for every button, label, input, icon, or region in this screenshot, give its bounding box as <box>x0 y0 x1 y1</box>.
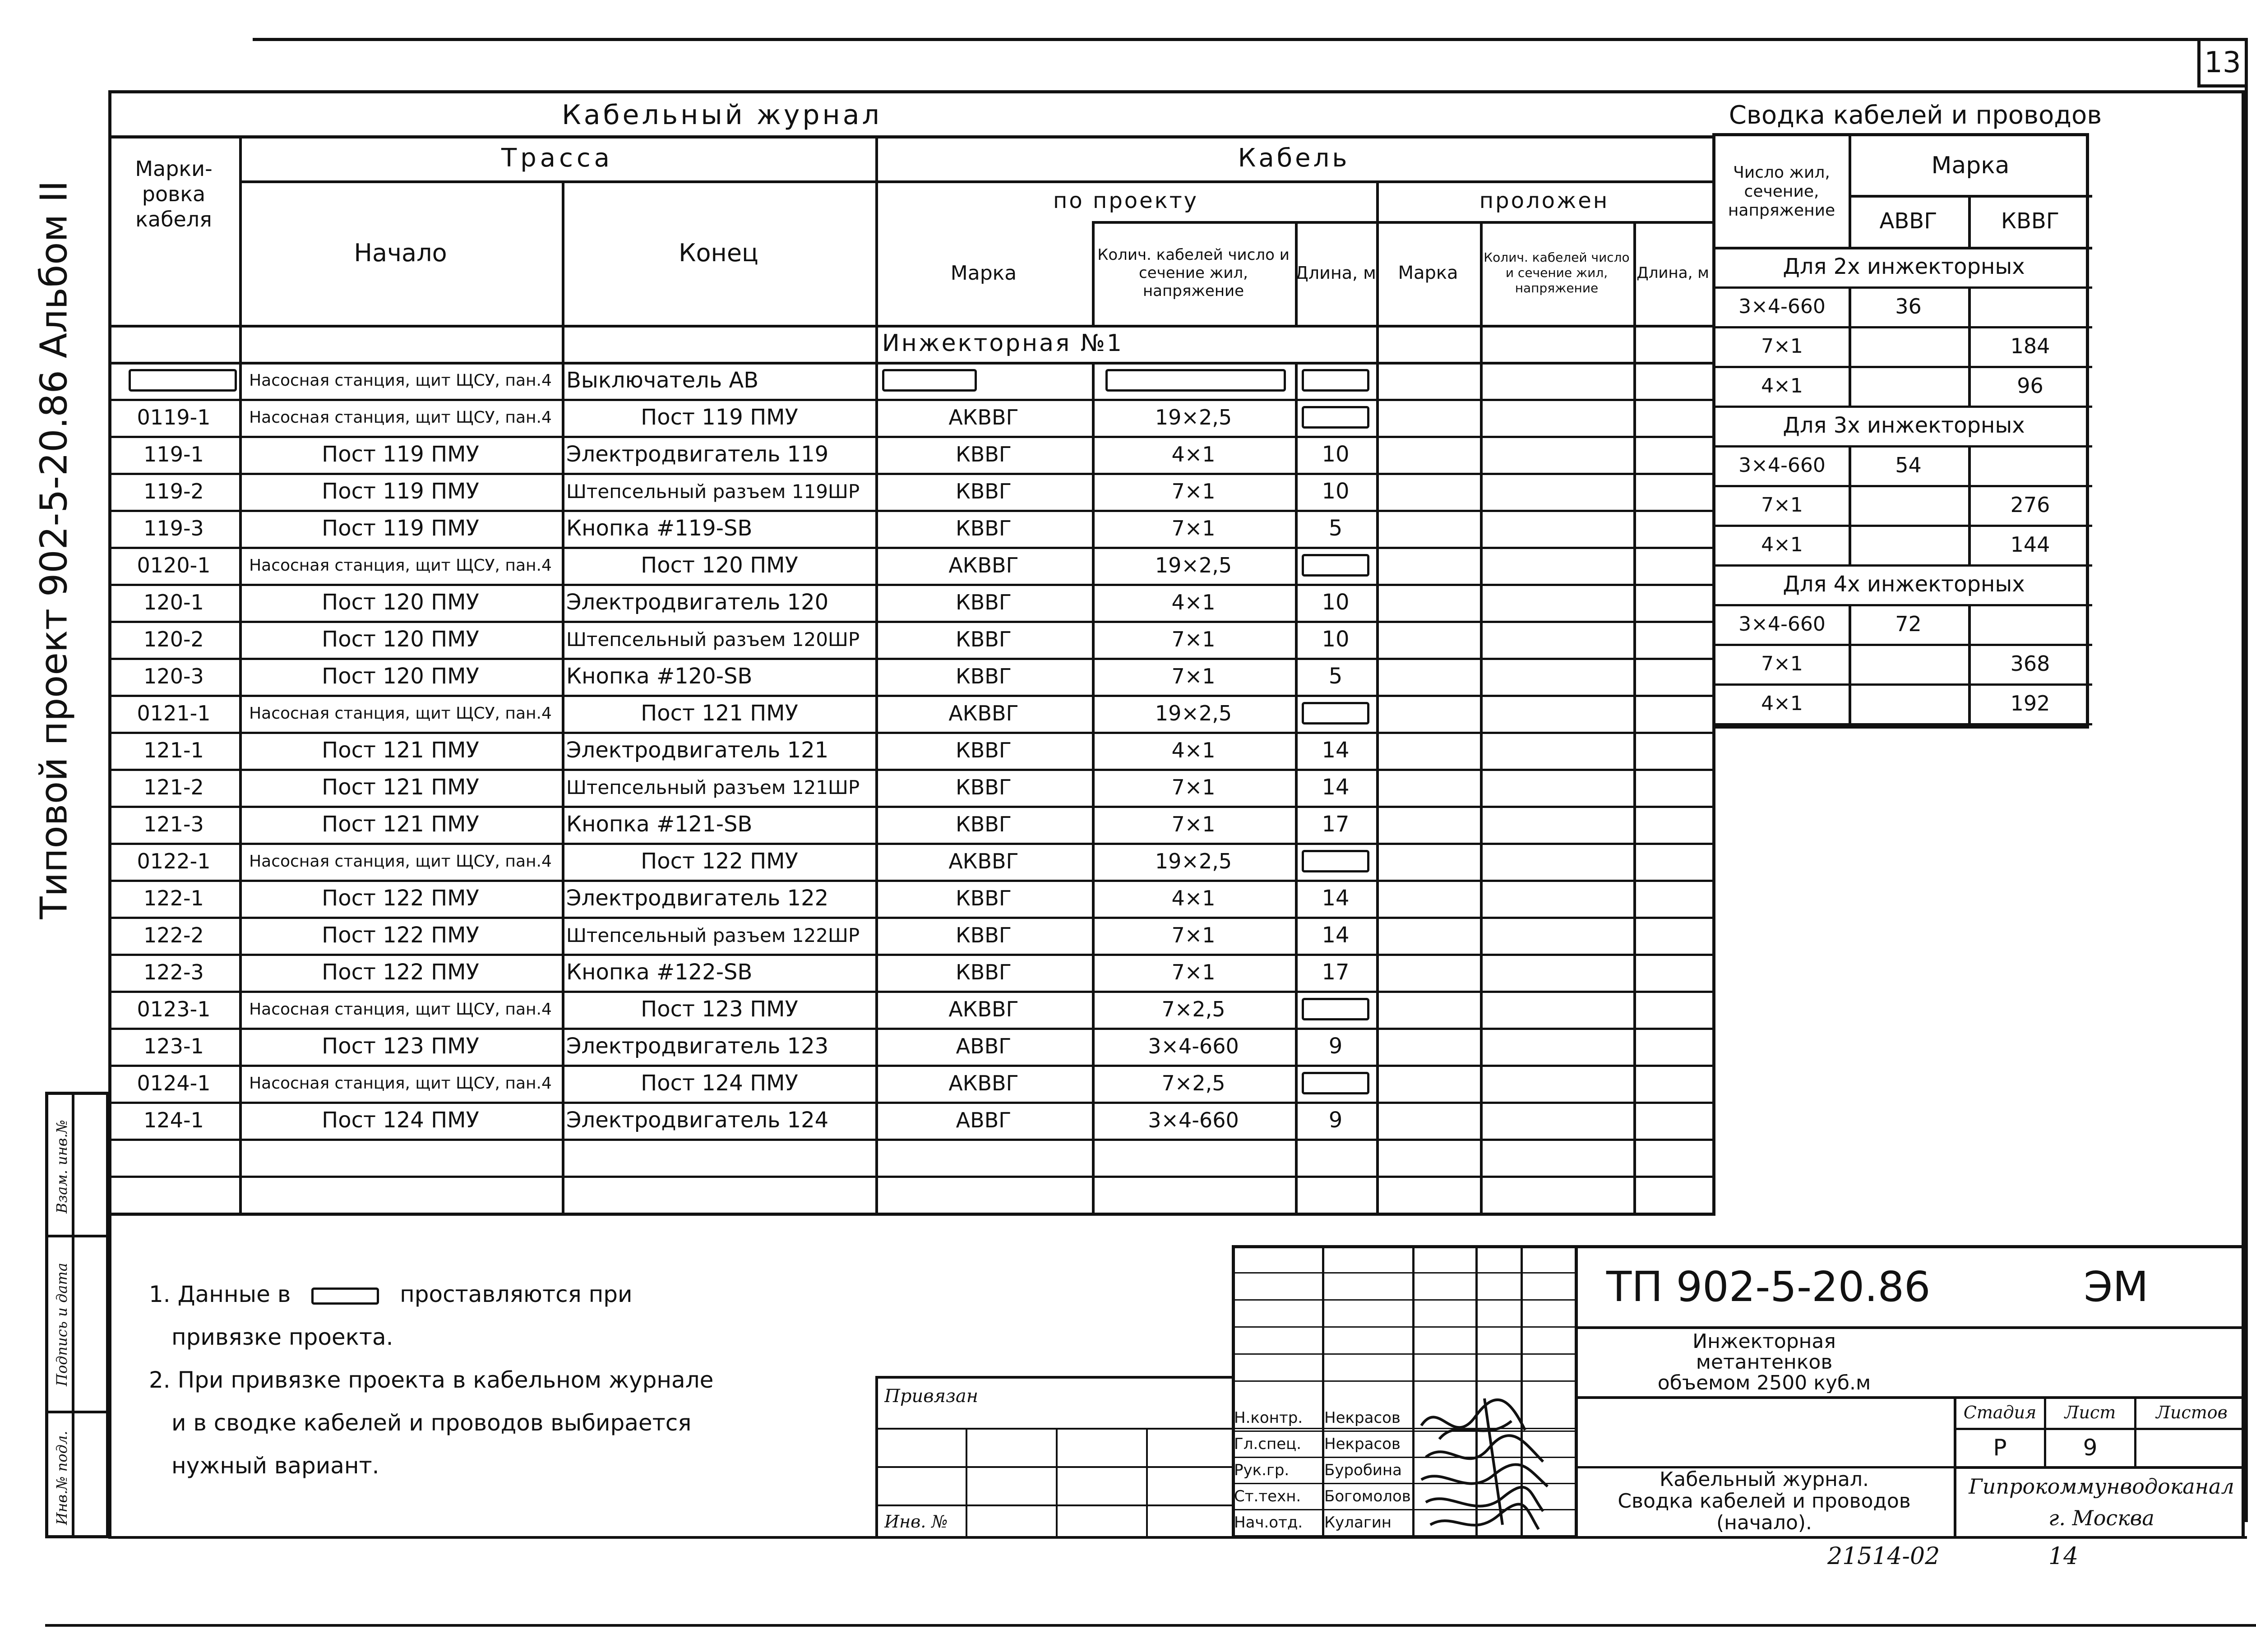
bound-left <box>875 1376 878 1538</box>
cell-length: 14 <box>1322 775 1350 800</box>
placeholder-box <box>311 1287 379 1305</box>
signature-scribble <box>1421 1400 1525 1439</box>
cell-mark: 119-3 <box>143 516 204 540</box>
header-marking: Марки-ровка кабеля <box>135 157 213 231</box>
summary-kvvg <box>1968 445 2092 485</box>
bound-row-1 <box>875 1428 1232 1430</box>
side-label-replace: Взам. инв.№ <box>53 1120 70 1214</box>
sheet-title-line: (начало). <box>1716 1512 1812 1533</box>
footer-code: 21514-02 <box>1827 1543 1940 1570</box>
cell-qty: 7×1 <box>1171 960 1216 984</box>
cell-end <box>566 1176 873 1213</box>
role-name: Некрасов <box>1324 1409 1401 1427</box>
bound-label: Привязан <box>884 1386 979 1407</box>
cell-start: Насосная станция, щит ЩСУ, пан.4 <box>249 408 552 427</box>
side-stamp <box>45 1092 109 1538</box>
cell-start: Насосная станция, щит ЩСУ, пан.4 <box>249 371 552 390</box>
header-by-project: по проекту <box>1053 188 1199 213</box>
cell-brand: АКВВГ <box>948 997 1019 1021</box>
cell-brand <box>875 1139 1092 1176</box>
side-label-inventory: Инв.№ подл. <box>53 1431 70 1525</box>
bound-row-3 <box>875 1504 1232 1506</box>
cell-qty: 4×1 <box>1171 886 1216 910</box>
cell-length <box>1295 843 1376 880</box>
summary-kvvg <box>1968 286 2092 326</box>
side-title <box>18 180 86 925</box>
summary-spec: 7×1 <box>1761 334 1803 358</box>
cell-qty <box>1092 362 1295 399</box>
role-name: Буробина <box>1324 1461 1402 1479</box>
cell-qty: 4×1 <box>1171 442 1216 466</box>
bound-col <box>966 1428 967 1538</box>
cell-mark: 0123-1 <box>137 997 211 1021</box>
cell-qty: 7×1 <box>1171 479 1216 503</box>
cell-end: Штепсельный разъем 121ШР <box>566 776 860 798</box>
cell-length: 14 <box>1322 738 1350 763</box>
stamp-grid-row <box>1232 1380 1575 1382</box>
cell-end: Штепсельный разъем 120ШР <box>566 628 860 651</box>
cell-brand <box>875 1176 1092 1213</box>
summary-title: Сводка кабелей и проводов <box>1729 100 2102 130</box>
summary-col-head: Число жил, сечение, напряжение <box>1728 163 1835 220</box>
stamp-grid-row <box>1232 1272 1575 1274</box>
cell-brand: КВВГ <box>956 812 1012 836</box>
stamp-top-line <box>1232 1245 2247 1248</box>
cell-mark: 120-3 <box>143 664 204 688</box>
signature-scribble <box>1430 1398 1539 1529</box>
summary-avvg <box>1849 525 1968 564</box>
role-name: Богомолов <box>1324 1487 1411 1505</box>
cell-qty: 7×1 <box>1171 812 1216 836</box>
cell-end: Пост 123 ПМУ <box>641 997 798 1022</box>
role-name: Некрасов <box>1324 1435 1401 1453</box>
cell-start: Пост 121 ПМУ <box>322 812 479 837</box>
cell-mark: 121-2 <box>143 775 204 799</box>
summary-spec: 4×1 <box>1761 374 1803 397</box>
cell-start: Насосная станция, щит ЩСУ, пан.4 <box>249 1000 552 1019</box>
cell-end: Электродвигатель 124 <box>566 1107 829 1133</box>
col-line-8 <box>1633 221 1636 1213</box>
sheet-title-line: Сводка кабелей и проводов <box>1618 1490 1911 1512</box>
summary-kvvg <box>1968 604 2092 644</box>
cell-length: 9 <box>1328 1107 1343 1133</box>
object-name-line: объемом 2500 куб.м <box>1657 1372 1871 1393</box>
cell-qty: 4×1 <box>1171 738 1216 762</box>
stamp-grid-row <box>1232 1353 1575 1355</box>
note-1b: проставляются при <box>400 1281 633 1307</box>
stamp-code-bottom <box>1575 1326 2247 1329</box>
cell-start: Насосная станция, щит ЩСУ, пан.4 <box>249 704 552 723</box>
header-end: Конец <box>679 238 758 267</box>
role-label: Нач.отд. <box>1234 1514 1303 1532</box>
cable-journal-table <box>108 135 1709 1209</box>
cell-start: Пост 120 ПМУ <box>322 664 479 689</box>
cell-start <box>243 1176 558 1213</box>
cell-length <box>1295 695 1376 732</box>
cell-end: Штепсельный разъем 119ШР <box>566 480 860 503</box>
cell-start: Пост 120 ПМУ <box>322 627 479 652</box>
cell-start: Пост 121 ПМУ <box>322 738 479 763</box>
object-name-line: метантенков <box>1696 1352 1833 1372</box>
cell-brand: АКВВГ <box>948 849 1019 873</box>
summary-spec: 4×1 <box>1761 533 1803 556</box>
summary-group-label: Для 2х инжекторных <box>1783 254 2025 279</box>
cell-length: 14 <box>1322 923 1350 948</box>
note-2a: 2. При привязке проекта в кабельном журнале <box>149 1367 714 1393</box>
stamp-stage-bottom <box>1954 1466 2247 1469</box>
cell-start: Пост 119 ПМУ <box>322 442 479 467</box>
cell-qty <box>1092 1176 1295 1213</box>
role-label: Рук.гр. <box>1234 1461 1290 1479</box>
stamp-code-div <box>1575 1245 1578 1538</box>
sheet-value: 9 <box>2083 1435 2098 1461</box>
header-laid: проложен <box>1479 188 1609 213</box>
cell-start: Насосная станция, щит ЩСУ, пан.4 <box>249 852 552 871</box>
cell-brand: КВВГ <box>956 923 1012 947</box>
journal-title: Кабельный журнал <box>562 99 882 131</box>
cell-qty: 7×1 <box>1171 516 1216 540</box>
header-length-2: Длина, м <box>1637 264 1709 282</box>
col-line-7 <box>1480 221 1483 1213</box>
sheets-header: Листов <box>2156 1403 2228 1422</box>
summary-avvg <box>1849 485 1968 525</box>
cell-mark: 0124-1 <box>137 1071 211 1095</box>
cell-mark: 122-1 <box>143 886 204 910</box>
cell-brand: КВВГ <box>956 627 1012 651</box>
cell-mark: 0121-1 <box>137 701 211 725</box>
cell-start: Пост 124 ПМУ <box>322 1107 479 1133</box>
summary-kvvg: 96 <box>2017 374 2043 398</box>
header-qty-2: Колич. кабелей число и сечение жил, напряжение <box>1484 250 1630 295</box>
cell-mark: 0122-1 <box>137 849 211 873</box>
cell-length: 9 <box>1328 1034 1343 1059</box>
cell-end: Электродвигатель 123 <box>566 1034 829 1059</box>
summary-avvg <box>1849 366 1968 406</box>
cell-qty: 7×1 <box>1171 664 1216 688</box>
notes <box>149 1281 826 1489</box>
cell-brand <box>875 362 1092 399</box>
signature-scribble <box>1426 1435 1543 1462</box>
sheet-number-box <box>2197 38 2248 88</box>
note-1a: 1. Данные в <box>149 1281 291 1307</box>
summary-kvvg: 184 <box>2010 334 2050 358</box>
cell-brand: КВВГ <box>956 775 1012 799</box>
cell-brand: КВВГ <box>956 960 1012 984</box>
cell-end: Кнопка #122-SB <box>566 960 753 985</box>
summary-brand-head: Марка <box>1931 152 2010 179</box>
header-qty: Колич. кабелей число и сечение жил, напряжение <box>1097 246 1290 300</box>
cell-brand: КВВГ <box>956 664 1012 688</box>
cell-mark <box>108 362 239 399</box>
role-line <box>1232 1535 1575 1537</box>
cell-length <box>1295 547 1376 584</box>
cell-length <box>1295 1139 1376 1176</box>
role-label: Ст.техн. <box>1234 1487 1301 1505</box>
cell-brand: КВВГ <box>956 590 1012 614</box>
cell-qty <box>1092 1139 1295 1176</box>
cell-end: Выключатель АВ <box>566 368 759 393</box>
cell-mark: 0119-1 <box>137 405 211 429</box>
org-line-2: г. Москва <box>2048 1506 2154 1530</box>
cell-brand: КВВГ <box>956 886 1012 910</box>
cell-end: Электродвигатель 121 <box>566 738 829 763</box>
header-start: Начало <box>354 238 447 267</box>
cell-qty: 7×1 <box>1171 627 1216 651</box>
cell-start: Насосная станция, щит ЩСУ, пан.4 <box>249 556 552 575</box>
cell-mark: 120-1 <box>143 590 204 614</box>
cell-qty: 7×2,5 <box>1161 997 1225 1021</box>
cell-mark <box>108 1139 239 1176</box>
cell-length: 10 <box>1322 627 1350 652</box>
summary-avvg <box>1849 644 1968 683</box>
header-brand: Марка <box>950 261 1017 285</box>
sheets-value <box>2136 1430 2247 1465</box>
cell-mark: 122-3 <box>143 960 204 984</box>
cell-end: Пост 121 ПМУ <box>641 701 798 726</box>
cell-length: 10 <box>1322 442 1350 467</box>
cell-qty: 3×4-660 <box>1148 1034 1239 1058</box>
summary-spec: 3×4-660 <box>1738 453 1826 477</box>
cell-brand: КВВГ <box>956 442 1012 466</box>
stage-header: Стадия <box>1963 1403 2037 1422</box>
role-name: Кулагин <box>1324 1514 1392 1532</box>
cell-brand: КВВГ <box>956 738 1012 762</box>
summary-brand-kvvg: КВВГ <box>2001 208 2060 234</box>
cell-qty: 19×2,5 <box>1155 701 1232 725</box>
summary-avvg <box>1849 326 1968 366</box>
cell-qty: 19×2,5 <box>1155 405 1232 429</box>
summary-avvg <box>1849 683 1968 723</box>
summary-spec: 7×1 <box>1761 493 1803 517</box>
row-line <box>108 1213 1712 1215</box>
bound-col <box>1056 1428 1058 1538</box>
title-block <box>875 1245 2247 1543</box>
summary-kvvg: 368 <box>2010 651 2050 676</box>
summary-group-label: Для 4х инжекторных <box>1783 572 2025 597</box>
header-brand-2: Марка <box>1398 263 1458 283</box>
role-label: Гл.спец. <box>1234 1435 1302 1453</box>
cell-start: Насосная станция, щит ЩСУ, пан.4 <box>249 1074 552 1093</box>
cell-mark: 122-2 <box>143 923 204 947</box>
cell-start: Пост 119 ПМУ <box>322 479 479 504</box>
cell-brand: АКВВГ <box>948 1071 1019 1095</box>
summary-kvvg: 144 <box>2010 532 2050 557</box>
cell-brand: АКВВГ <box>948 405 1019 429</box>
summary-spec: 4×1 <box>1761 692 1803 715</box>
cell-end <box>566 1139 873 1176</box>
cell-length <box>1295 991 1376 1028</box>
cell-mark: 124-1 <box>143 1108 204 1132</box>
cell-end: Кнопка #121-SB <box>566 812 753 837</box>
note-2c: нужный вариант. <box>171 1453 379 1479</box>
cell-length: 5 <box>1328 664 1343 689</box>
cell-start: Пост 121 ПМУ <box>322 775 479 800</box>
cell-brand: АКВВГ <box>948 553 1019 577</box>
cell-length <box>1295 362 1376 399</box>
cell-brand: АВВГ <box>956 1034 1012 1058</box>
note-2b: и в сводке кабелей и проводов выбирается <box>171 1410 692 1436</box>
sheet-number: 13 <box>2204 46 2241 79</box>
cell-brand: КВВГ <box>956 479 1012 503</box>
cell-mark <box>108 1176 239 1213</box>
stamp-grid-row <box>1232 1299 1575 1301</box>
project-code: ТП 902-5-20.86 <box>1606 1263 1931 1311</box>
cell-start: Пост 122 ПМУ <box>322 923 479 948</box>
summary-avvg: 54 <box>1895 453 1922 477</box>
cell-start: Пост 123 ПМУ <box>322 1034 479 1059</box>
cell-mark: 121-3 <box>143 812 204 836</box>
summary-spec: 7×1 <box>1761 652 1803 675</box>
sum-row-line <box>1715 723 2092 725</box>
cell-brand: КВВГ <box>956 516 1012 540</box>
signature-scribble <box>1421 1464 1548 1486</box>
cell-qty: 19×2,5 <box>1155 553 1232 577</box>
cell-end: Электродвигатель 119 <box>566 442 829 467</box>
cell-qty: 19×2,5 <box>1155 849 1232 873</box>
cell-brand: АВВГ <box>956 1108 1012 1132</box>
cell-start <box>243 1139 558 1176</box>
section-title: Инжекторная №1 <box>882 330 1123 357</box>
cell-end: Электродвигатель 122 <box>566 886 829 911</box>
summary-kvvg: 192 <box>2010 691 2050 715</box>
cell-length: 17 <box>1322 812 1350 837</box>
cell-mark: 121-1 <box>143 738 204 762</box>
summary-brand-avvg: АВВГ <box>1879 208 1937 234</box>
side-title-text: Типовой проект 902-5-20.86 Альбом II <box>32 180 76 919</box>
role-label: Н.контр. <box>1234 1409 1303 1427</box>
header-route: Трасса <box>501 143 613 173</box>
cell-qty: 7×1 <box>1171 923 1216 947</box>
cell-mark: 119-2 <box>143 479 204 503</box>
bound-col <box>1146 1428 1148 1538</box>
summary-spec: 3×4-660 <box>1738 612 1826 636</box>
stamp-grid-row <box>1232 1326 1575 1328</box>
summary-spec: 3×4-660 <box>1738 295 1826 318</box>
cell-length <box>1295 1065 1376 1102</box>
cell-mark: 123-1 <box>143 1034 204 1058</box>
footer-page: 14 <box>2048 1543 2079 1570</box>
cell-start: Пост 122 ПМУ <box>322 960 479 985</box>
cell-brand: АКВВГ <box>948 701 1019 725</box>
cell-length <box>1295 1176 1376 1213</box>
summary-avvg: 36 <box>1895 294 1922 318</box>
stage-value: Р <box>1993 1435 2007 1461</box>
cell-start: Пост 119 ПМУ <box>322 516 479 541</box>
sheet-header: Лист <box>2064 1403 2116 1422</box>
signatures <box>1412 1389 1557 1534</box>
cell-end: Кнопка #119-SB <box>566 516 753 541</box>
cell-qty: 7×2,5 <box>1161 1071 1225 1095</box>
cell-end: Штепсельный разъем 122ШР <box>566 924 860 946</box>
object-name-line: Инжекторная <box>1692 1331 1836 1352</box>
sheet-title-line: Кабельный журнал. <box>1660 1468 1869 1490</box>
cell-qty: 7×1 <box>1171 775 1216 799</box>
cell-start: Пост 122 ПМУ <box>322 886 479 911</box>
cell-length: 10 <box>1322 479 1350 504</box>
bound-row-2 <box>875 1466 1232 1468</box>
cell-length: 5 <box>1328 516 1343 541</box>
cell-length: 14 <box>1322 886 1350 911</box>
cell-qty: 3×4-660 <box>1148 1108 1239 1132</box>
top-border-line <box>253 38 2247 41</box>
cell-mark: 0120-1 <box>137 553 211 577</box>
cell-start: Пост 120 ПМУ <box>322 590 479 615</box>
side-label-signature: Подпись и дата <box>53 1263 70 1386</box>
summary-group-label: Для 3х инжекторных <box>1783 413 2025 438</box>
cell-end: Кнопка #120-SB <box>566 664 753 689</box>
header-length: Длина, м <box>1295 263 1376 283</box>
header-cable: Кабель <box>1238 143 1350 173</box>
cell-length: 10 <box>1322 590 1350 615</box>
cell-end: Пост 122 ПМУ <box>641 849 798 874</box>
cell-end: Пост 124 ПМУ <box>641 1071 798 1096</box>
cell-length: 17 <box>1322 960 1350 985</box>
cell-end: Пост 120 ПМУ <box>641 553 798 578</box>
summary-avvg: 72 <box>1895 612 1922 636</box>
cell-end: Электродвигатель 120 <box>566 590 829 615</box>
cell-mark: 119-1 <box>143 442 204 466</box>
cell-length <box>1295 399 1376 436</box>
org-line-1: Гипрокоммунводоканал <box>1969 1474 2234 1499</box>
cell-mark: 120-2 <box>143 627 204 651</box>
section-code: ЭМ <box>2084 1263 2149 1311</box>
inventory-label: Инв. № <box>884 1511 948 1532</box>
cut-line <box>45 1624 2256 1627</box>
cell-end: Пост 119 ПМУ <box>641 405 798 430</box>
cell-qty: 4×1 <box>1171 590 1216 614</box>
summary-table <box>1712 133 2089 729</box>
note-1c: привязке проекта. <box>171 1324 393 1350</box>
summary-kvvg: 276 <box>2010 493 2050 517</box>
